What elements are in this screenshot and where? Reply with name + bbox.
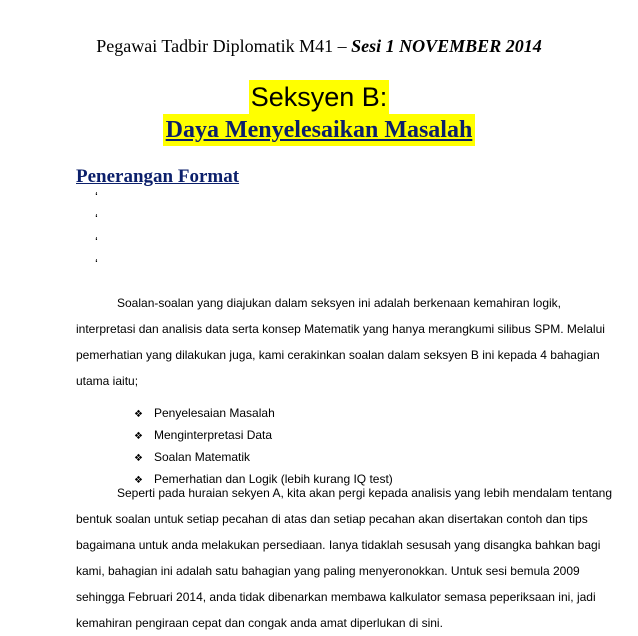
paragraph-line: bentuk soalan untuk setiap pecahan di atas dan setiap pecahan akan disertakan contoh dan tips xyxy=(76,512,588,526)
section-title-text: Seksyen B: xyxy=(250,82,388,112)
tick-mark: ‘ xyxy=(95,211,98,226)
tick-mark: ‘ xyxy=(95,234,98,249)
diamond-bullet-icon: ❖ xyxy=(134,475,143,486)
section-subtitle-text: Daya Menyelesaikan Masalah xyxy=(163,114,476,146)
diamond-bullet-icon: ❖ xyxy=(134,409,143,420)
paragraph-line: pemerhatian yang dilakukan juga, kami cerakinkan soalan dalam seksyen B ini kepada 4 bahagian xyxy=(76,348,600,362)
list-item-text: Penyelesaian Masalah xyxy=(154,406,275,420)
list-item xyxy=(134,446,393,468)
section-title xyxy=(0,80,638,114)
header-text: Pegawai Tadbir Diplomatik M41 – xyxy=(96,36,352,56)
bullet-list xyxy=(134,402,393,490)
list-item-text: Menginterpretasi Data xyxy=(154,428,273,442)
list-item xyxy=(134,424,393,446)
tick-mark: ‘ xyxy=(95,189,98,204)
tick-mark: ‘ xyxy=(95,256,98,271)
paragraph-line: utama iaitu; xyxy=(76,374,139,388)
list-item-text: Pemerhatian dan Logik (lebih kurang IQ test) xyxy=(154,472,393,486)
paragraph-details xyxy=(76,480,612,636)
paragraph-intro xyxy=(76,290,605,394)
diamond-bullet-icon: ❖ xyxy=(134,431,143,442)
paragraph-line: kami, bahagian ini adalah satu bahagian yang paling menyeronokkan. Untuk sesi bemula 2009 xyxy=(76,564,580,578)
header-session: Sesi 1 NOVEMBER 2014 xyxy=(351,36,542,56)
list-item xyxy=(134,402,393,424)
format-heading: Penerangan Format xyxy=(76,166,240,187)
diamond-bullet-icon: ❖ xyxy=(134,453,143,464)
page-header xyxy=(0,36,638,57)
section-subtitle xyxy=(0,114,638,146)
paragraph-line: sehingga Februari 2014, anda tidak dibenarkan membawa kalkulator semasa peperiksaan ini, jadi xyxy=(76,590,596,604)
paragraph-line: Soalan-soalan yang diajukan dalam seksyen ini adalah berkenaan kemahiran logik, xyxy=(117,296,561,310)
list-item-text: Soalan Matematik xyxy=(154,450,251,464)
paragraph-line: interpretasi dan analisis data serta konsep Matematik yang hanya merangkumi silibus SPM. Melalui xyxy=(76,322,605,336)
paragraph-line: Seperti pada huraian sekyen A, kita akan pergi kepada analisis yang lebih mendalam tentang xyxy=(117,486,612,500)
paragraph-line: kemahiran pengiraan cepat dan congak anda amat diperlukan di sini. xyxy=(76,616,443,630)
paragraph-line: bagaimana untuk anda melakukan persediaan. Ianya tidaklah sesusah yang disangka bahkan bagi xyxy=(76,538,601,552)
